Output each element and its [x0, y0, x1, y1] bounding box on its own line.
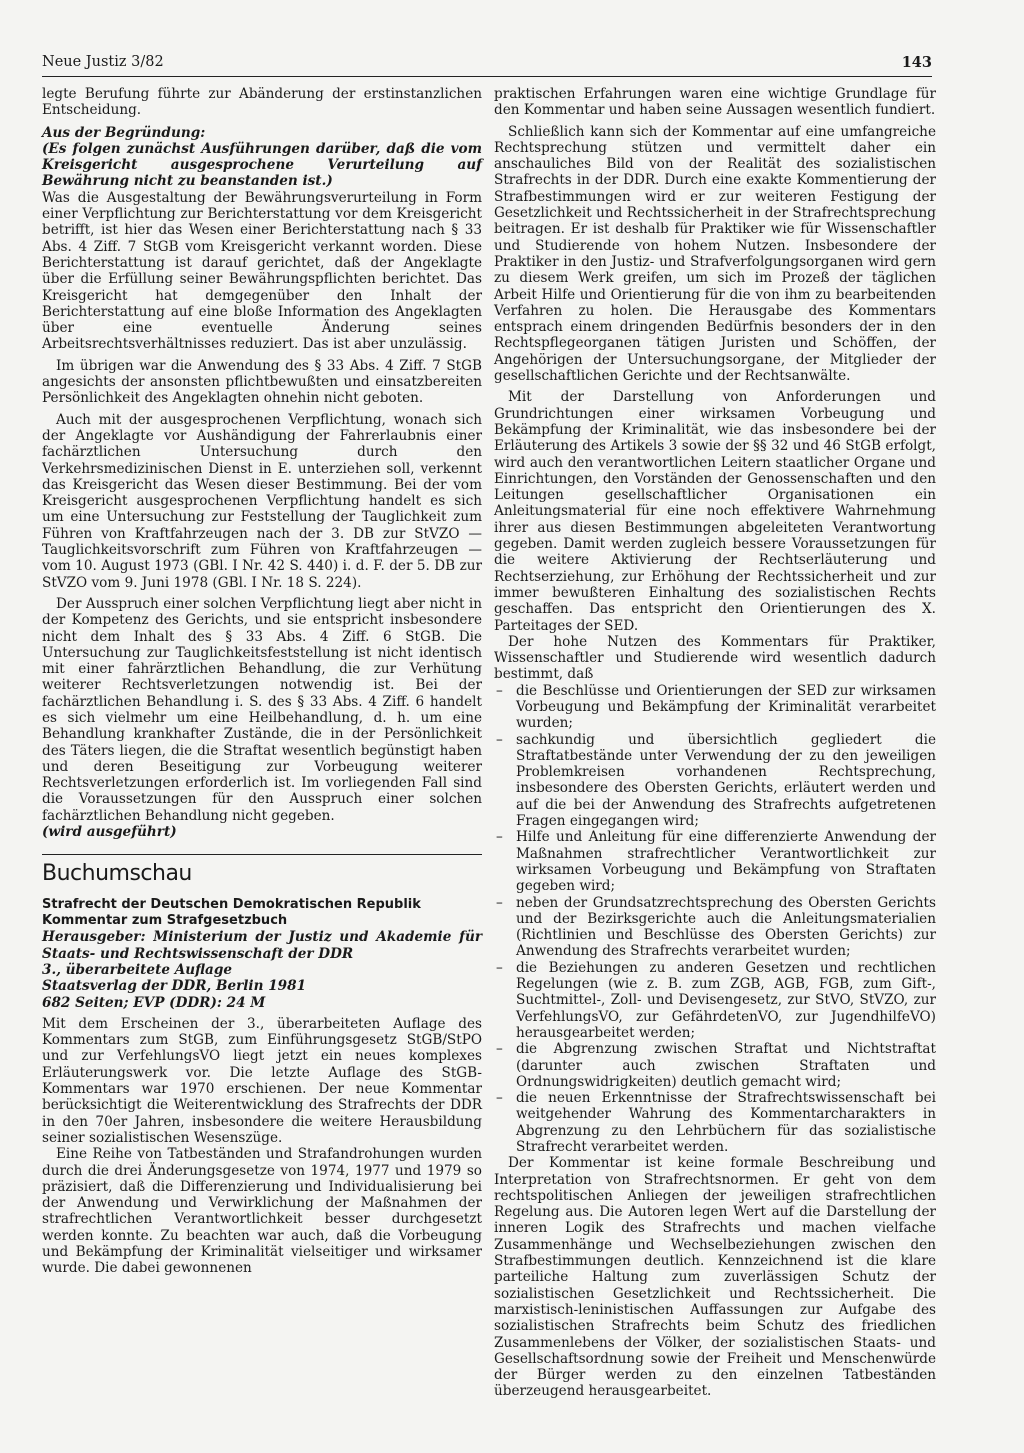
continuation-note: (wird ausgeführt)	[42, 824, 177, 841]
paragraph: Schließlich kann sich der Kommentar auf eine umfangreiche Rechtsprechung stützen und vermittelt daher ein anschauliches Bild von der Realität des sozialistischen Strafrechts in der DDR. Durch eine exakte Kommentierung der Strafbestimmungen wird er zur weiteren Festigung der Gesetzlichkeit und Rechtssicherheit in der Strafrechtsprechung beitragen. Er ist deshalb für Praktiker wie für Wissenschaftler und Studierende von hohem Nutzen. Insbesondere der Praktiker in den Justiz- und Strafverfolgungsorganen wird gern zu diesem Werk greifen, um sich im Prozeß der täglichen Arbeit Hilfe und Orientierung für die von ihm zu bearbeitenden Verfahren zu holen. Die Herausgabe des Kommentars entsprach einem dringenden Bedürfnis besonders der in den Rechtspflegeorganen tätigen Juristen und Schöffen, der Angehörigen der Untersuchungsorgane, der Mitglieder der gesellschaftlichen Gerichte und der Rechtsanwälte.	[494, 123, 936, 385]
list-item: – Hilfe und Anleitung für eine differenzierte Anwendung der Maßnahmen strafrechtlicher Verantwortlichkeit zur wirksamen Vorbeugung und Bekämpfung von Straftaten gegeben wird;	[494, 829, 936, 894]
paragraph: Der Ausspruch einer solchen Verpflichtung liegt aber nicht in der Kompetenz des Gerichts, und sie entspricht insbesondere nicht dem Inhalt des § 33 Abs. 4 Ziff. 6 StGB. Die Untersuchung zur Tauglichkeitsfeststellung ist nicht identisch mit einer fahrärztlichen Behandlung, die zur Verhütung weiterer Rechtsverletzungen notwendig ist. Bei der fachärztlichen Behandlung i. S. des § 33 Abs. 4 Ziff. 6 handelt es sich vielmehr um eine Heilbehandlung, d. h. um eine Behandlung krankhafter Zustände, die in der Persönlichkeit des Täters liegen, die die Straftat wesentlich begünstigt haben und deren Beseitigung zur Vorbeugung weiterer Rechtsverletzungen erforderlich ist. Im vorliegenden Fall sind die Voraussetzungen für den Ausspruch einer solchen fachärztlichen Behandlung nicht gegeben.	[42, 595, 482, 824]
list-item: – die Beziehungen zu anderen Gesetzen und rechtlichen Regelungen (wie z. B. zum ZGB, AGB, FGB, zum Gift-, Suchtmittel-, Zoll- und Devisengesetz, zur StVO, StVZO, zur VerfehlungsVO, zur GefährdetenVO, zur JugendhilfeVO) herausgearbeitet werden;	[494, 960, 936, 1041]
list-item: – sachkundig und übersichtlich gegliedert die Straftatbestände unter Verwendung der zu den jeweiligen Problemkreisen vorhandenen Rechtsprechung, insbesondere des Obersten Gerichts, erläutert werden und auf die bei der Anwendung des Strafrechts aufgetretenen Fragen eingegangen wird;	[494, 732, 936, 830]
reasons-heading: Aus der Begründung:	[42, 124, 206, 141]
paragraph: Was die Ausgestaltung der Bewährungsverurteilung in Form einer Verpflichtung zur Berichterstattung vor dem Kreisgericht betrifft, ist hier das Wesen einer Berichterstattung nach § 33 Abs. 4 Ziff. 7 StGB vom Kreisgericht verkannt worden. Diese Berichterstattung ist darauf gerichtet, daß der Angeklagte über die Erfüllung seiner Bewährungspflichten berichtet. Das Kreisgericht hat demgegenüber den Inhalt der Berichterstattung auf eine bloße Information des Angeklagten über eine eventuelle Änderung seines Arbeitsrechtsverhältnisses reduziert. Das ist aber unzulässig.	[42, 189, 482, 353]
book-subtitle: Kommentar zum Strafgesetzbuch	[42, 913, 288, 929]
section-divider	[42, 854, 482, 855]
paragraph: praktischen Erfahrungen waren eine wichtige Grundlage für den Kommentar und haben seine Aussagen wesentlich fundiert.	[494, 86, 936, 119]
paragraph: Mit der Darstellung von Anforderungen und Grundrichtungen einer wirksamen Vorbeugung und Bekämpfung der Kriminalität, wie das insbesondere bei der Erläuterung des Artikels 3 sowie der §§ 32 und 46 StGB erfolgt, wird auch den verantwortlichen Leitern staatlicher Organe und Einrichtungen, den Vorständen der Genossenschaften und den Leitungen gesellschaftlicher Organisationen ein Anleitungsmaterial für eine noch effektivere Wahrnehmung ihrer aus diesen Bestimmungen abgeleiteten Verantwortung gegeben. Damit werden zugleich bessere Voraussetzungen für die weitere Aktivierung der Rechtserläuterung und Rechtserziehung, zur Erhöhung der Rechtssicherheit und zur immer bewußteren Einhaltung des sozialistischen Rechts geschaffen. Das entspricht den Orientierungen des X. Parteitages der SED.	[494, 389, 936, 634]
editor-note: (Es folgen zunächst Ausführungen darüber, daß die vom Kreisgericht ausgesprochene Verurteilung auf Bewährung nicht zu beanstanden ist.)	[42, 140, 482, 190]
section-title: Buchumschau	[42, 861, 192, 887]
benefits-list	[494, 683, 936, 1156]
paragraph: Auch mit der ausgesprochenen Verpflichtung, wonach sich der Angeklagte vor Aushändigung der Fahrerlaubnis einer fachärztlichen Untersuchung durch den Verkehrsmedizinischen Dienst in E. unterziehen soll, verkennt das Kreisgericht das Wesen dieser Bestimmung. Bei der vom Kreisgericht ausgesprochenen Verpflichtung handelt es sich um eine Untersuchung zur Feststellung der Tauglichkeit zum Führen von Kraftfahrzeugen nach der 3. DB zur StVZO — Tauglichkeitsvorschrift zum Führen von Kraftfahrzeugen — vom 10. August 1973 (GBl. I Nr. 42 S. 440) i. d. F. der 5. DB zur StVZO vom 9. Juni 1978 (GBl. I Nr. 18 S. 224).	[42, 411, 482, 591]
list-item: – die neuen Erkenntnisse der Strafrechtswissenschaft bei weitgehender Wahrung des Kommentarcharakters in Abgrenzung zu den Lehrbüchern für das sozialistische Strafrecht verarbeitet werden.	[494, 1090, 936, 1155]
book-editor: Herausgeber: Ministerium der Justiz und Akademie für Staats- und Rechtswissenschaft der DDR	[42, 929, 482, 962]
book-title: Strafrecht der Deutschen Demokratischen Republik	[42, 897, 421, 913]
paragraph: Eine Reihe von Tatbeständen und Strafandrohungen wurden durch die drei Änderungsgesetze von 1974, 1977 und 1979 so präzisiert, daß die Differenzierung und Individualisierung bei der Anwendung und Verwirklichung der Maßnahmen der strafrechtlichen Verantwortlichkeit besser durchgesetzt werden konnte. Zu beachten war auch, daß die Vorbeugung und Bekämpfung der Kriminalität vielseitiger und wirksamer wurde. Die dabei gewonnenen	[42, 1146, 482, 1277]
book-edition: 3., überarbeitete Auflage	[42, 961, 233, 978]
list-item: – die Abgrenzung zwischen Straftat und Nichtstraftat (darunter auch zwischen Straftaten und Ordnungswidrigkeiten) deutlich gemacht wird;	[494, 1041, 936, 1090]
paragraph: Der hohe Nutzen des Kommentars für Praktiker, Wissenschaftler und Studierende wird wesentlich dadurch bestimmt, daß	[494, 633, 936, 683]
list-item: – neben der Grundsatzrechtsprechung des Obersten Gerichts und der Bezirksgerichte auch die Anleitungsmaterialien (Richtlinien und Beschlüsse des Obersten Gerichts) zur Anwendung des Strafrechts verarbeitet wurden;	[494, 895, 936, 960]
list-item: – die Beschlüsse und Orientierungen der SED zur wirksamen Vorbeugung und Bekämpfung der Kriminalität verarbeitet wurden;	[494, 683, 936, 732]
paragraph: legte Berufung führte zur Abänderung der erstinstanzlichen Entscheidung.	[42, 86, 482, 119]
page-header	[42, 52, 932, 77]
paragraph: Mit dem Erscheinen der 3., überarbeiteten Auflage des Kommentars zum StGB, zum Einführungsgesetz StGB/StPO und zur VerfehlungsVO liegt jetzt ein neues komplexes Erläuterungswerk vor. Die letzte Auflage des StGB-Kommentars war 1970 erschienen. Der neue Kommentar berücksichtigt die Weiterentwicklung des Strafrechts der DDR in den 70er Jahren, insbesondere die weitere Herausbildung seiner sozialistischen Wesenszüge.	[42, 1015, 482, 1146]
paragraph: Im übrigen war die Anwendung des § 33 Abs. 4 Ziff. 7 StGB angesichts der ansonsten pflichtbewußten und einsatzbereiten Persönlichkeit des Angeklagten ohnehin nicht geboten.	[42, 357, 482, 407]
book-pages-price: 682 Seiten; EVP (DDR): 24 M	[42, 994, 266, 1011]
journal-issue: Neue Justiz 3/82	[42, 54, 164, 70]
book-publisher: Staatsverlag der DDR, Berlin 1981	[42, 978, 307, 995]
paragraph: Der Kommentar ist keine formale Beschreibung und Interpretation von Strafrechtsnormen. Er geht von dem rechtspolitischen Anliegen der jeweiligen strafrechtlichen Regelung aus. Die Autoren legen Wert auf die Darstellung der inneren Logik des Strafrechts und machen vielfache Zusammenhänge und Wechselbeziehungen zwischen den Strafbestimmungen deutlich. Kennzeichnend ist die klare parteiliche Haltung zum zuverlässigen Schutz der sozialistischen Gesetzlichkeit und Rechtssicherheit. Die marxistisch-leninistischen Auffassungen zur Aufgabe des sozialistischen Strafrechts beim Schutz des friedlichen Zusammenlebens der Völker, der sozialistischen Staats- und Gesellschaftsordnung sowie der Freiheit und Menschenwürde der Bürger werden zu den einzelnen Tatbeständen überzeugend herausgearbeitet.	[494, 1155, 936, 1400]
right-column	[494, 86, 936, 1400]
page-number: 143	[901, 54, 932, 71]
left-column	[42, 86, 482, 1277]
